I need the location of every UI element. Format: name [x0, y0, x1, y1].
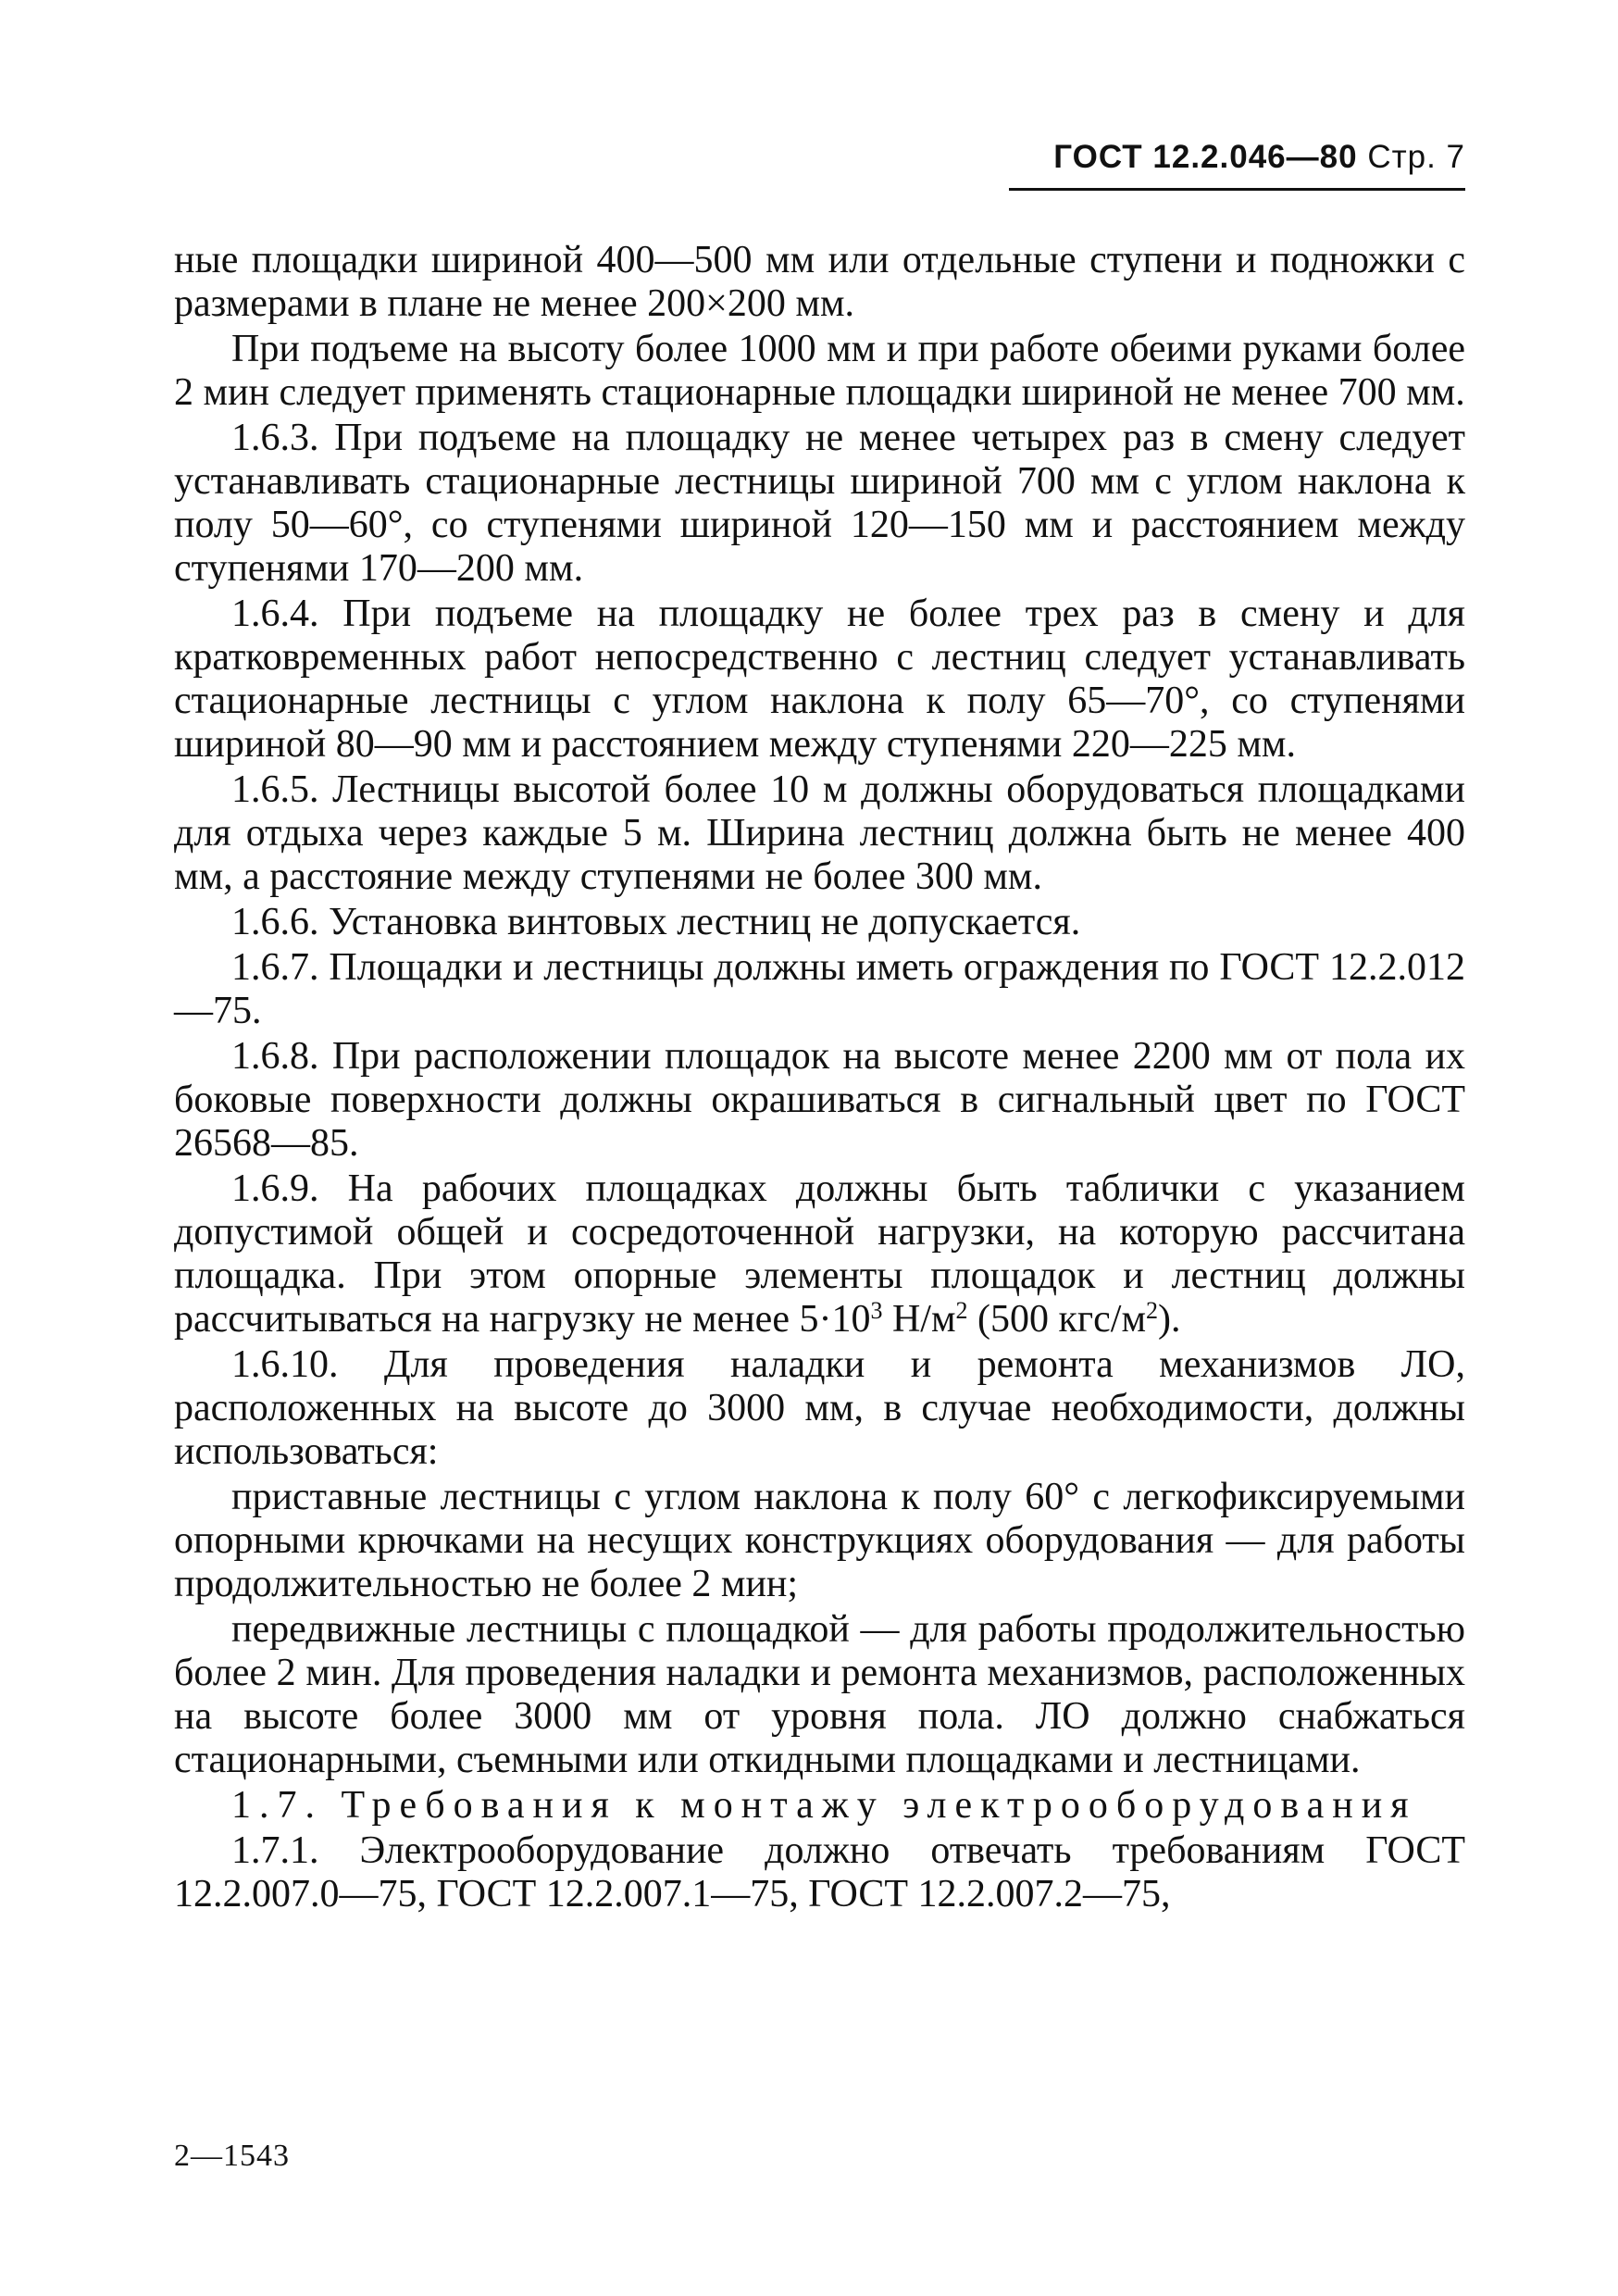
- paragraph-text: Н/м: [882, 1298, 956, 1341]
- section-heading: 1.7. Требования к монтажу электрооборудования: [231, 1784, 1417, 1827]
- paragraph-text: ).: [1158, 1298, 1181, 1341]
- superscript: 3: [870, 1297, 883, 1324]
- paragraph-text: (500 кгс/м: [967, 1298, 1147, 1341]
- paragraph: 1.6.7. Площадки и лестницы должны иметь ограждения по ГОСТ 12.2.012—75.: [174, 946, 1465, 1032]
- document-body: [174, 239, 1465, 1918]
- paragraph: 1.6.10. Для проведения наладки и ремонта механизмов ЛО, расположенных на высоте до 3000 мм, в случае необходимости, должны использоваться:: [174, 1343, 1465, 1473]
- paragraph: ные площадки шириной 400—500 мм или отдельные ступени и подножки с размерами в плане не менее 200×200 мм.: [174, 239, 1465, 325]
- paragraph: 1.6.8. При расположении площадок на высоте менее 2200 мм от пола их боковые поверхности должны окрашиваться в сигнальный цвет по ГОСТ 26568—85.: [174, 1035, 1465, 1165]
- paragraph: 1.6.4. При подъеме на площадку не более трех раз в смену и для кратковременных работ непосредственно с лестниц следует устанавливать стационарные лестницы с углом наклона к полу 65—70°, со ступенями шириной 80—90 мм и расстоянием между ступенями 220—225 мм.: [174, 593, 1465, 766]
- paragraph: 1.6.5. Лестницы высотой более 10 м должны оборудоваться площадками для отдыха через каждые 5 м. Ширина лестниц должна быть не менее 400 мм, а расстояние между ступенями не более 300 мм.: [174, 768, 1465, 898]
- superscript: 2: [955, 1297, 968, 1324]
- paragraph: 1.7.1. Электрооборудование должно отвечать требованиям ГОСТ 12.2.007.0—75, ГОСТ 12.2.007.1—75, ГОСТ 12.2.007.2—75,: [174, 1829, 1465, 1915]
- superscript: 2: [1146, 1297, 1159, 1324]
- standard-number: ГОСТ 12.2.046—80: [1053, 139, 1358, 175]
- paragraph: передвижные лестницы с площадкой — для работы продолжительностью более 2 мин. Для проведения наладки и ремонта механизмов, расположенных на высоте более 3000 мм от уровня пола. ЛО должно снабжаться стационарными, съемными или откидными площадками и лестницами.: [174, 1608, 1465, 1781]
- paragraph-text: 1.6.9. На рабочих площадках должны быть таблички с указанием допустимой общей и сосредоточенной нагрузки, на которую рассчитана площадка. При этом опорные элементы площадок и лестниц должны рассчитываться на нагрузку не менее 5·10: [174, 1167, 1465, 1341]
- page-number: Стр. 7: [1367, 139, 1465, 175]
- page-header: [1009, 139, 1465, 176]
- paragraph-load-requirements: [174, 1167, 1465, 1341]
- paragraph: При подъеме на высоту более 1000 мм и при работе обеими руками более 2 мин следует применять стационарные площадки шириной не менее 700 мм.: [174, 328, 1465, 414]
- page-footer-code: 2—1543: [174, 2139, 290, 2173]
- paragraph: 1.6.3. При подъеме на площадку не менее четырех раз в смену следует устанавливать стационарные лестницы шириной 700 мм с углом наклона к полу 50—60°, со ступенями шириной 120—150 мм и расстоянием между ступенями 170—200 мм.: [174, 417, 1465, 590]
- paragraph: 1.6.6. Установка винтовых лестниц не допускается.: [231, 901, 1081, 943]
- header-rule: [1009, 188, 1465, 191]
- paragraph: приставные лестницы с углом наклона к полу 60° с легкофиксируемыми опорными крючками на несущих конструкциях оборудования — для работы продолжительностью не более 2 мин;: [174, 1476, 1465, 1605]
